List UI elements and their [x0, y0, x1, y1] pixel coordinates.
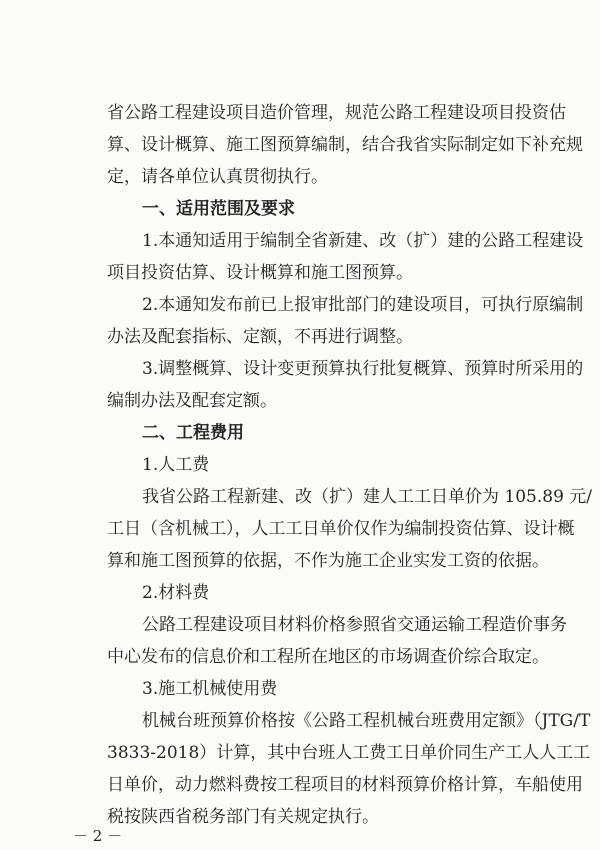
material-line-2: 中心发布的信息价和工程所在地区的市场调查价综合取定。	[107, 647, 549, 667]
section-1-item-2-line-1: 2.本通知发布前已上报审批部门的建设项目，可执行原编制	[142, 295, 584, 315]
machinery-line-4: 税按陕西省税务部门有关规定执行。	[107, 807, 379, 827]
machinery-line-3: 日单价，动力燃料费按工程项目的材料预算价格计算，车船使用	[107, 775, 583, 795]
material-line-1: 公路工程建设项目材料价格参照省交通运输工程造价事务	[142, 615, 567, 635]
section-1-item-1-line-1: 1.本通知适用于编制全省新建、改（扩）建的公路工程建设	[142, 231, 584, 251]
intro-line-1: 省公路工程建设项目造价管理，规范公路工程建设项目投资估	[107, 103, 566, 123]
subsection-labor-title: 1.人工费	[142, 455, 210, 475]
labor-line-2: 工日（含机械工），人工工日单价仅作为编制投资估算、设计概	[107, 519, 575, 539]
section-1-item-2-line-2: 办法及配套指标、定额，不再进行调整。	[107, 327, 413, 347]
section-1-item-3-line-2: 编制办法及配套定额。	[107, 391, 277, 411]
subsection-material-title: 2.材料费	[142, 583, 210, 603]
machinery-line-2: 3833-2018）计算，其中台班人工费工日单价同生产工人人工工	[107, 743, 591, 763]
machinery-line-1: 机械台班预算价格按《公路工程机械台班费用定额》（JTG/T	[142, 711, 591, 731]
section-1-heading: 一、适用范围及要求	[142, 199, 295, 219]
intro-line-2: 算、设计概算、施工图预算编制，结合我省实际制定如下补充规	[107, 135, 583, 155]
labor-line-1: 我省公路工程新建、改（扩）建人工工日单价为 105.89 元/	[142, 487, 593, 507]
labor-line-3: 算和施工图预算的依据，不作为施工企业实发工资的依据。	[107, 551, 549, 571]
section-1-item-1-line-2: 项目投资估算、设计概算和施工图预算。	[107, 263, 413, 283]
intro-line-3: 定，请各单位认真贯彻执行。	[107, 167, 328, 187]
page-number: － 2 －	[73, 827, 123, 845]
section-2-heading: 二、工程费用	[142, 423, 244, 443]
section-1-item-3-line-1: 3.调整概算、设计变更预算执行批复概算、预算时所采用的	[142, 359, 584, 379]
subsection-machinery-title: 3.施工机械使用费	[142, 679, 278, 699]
